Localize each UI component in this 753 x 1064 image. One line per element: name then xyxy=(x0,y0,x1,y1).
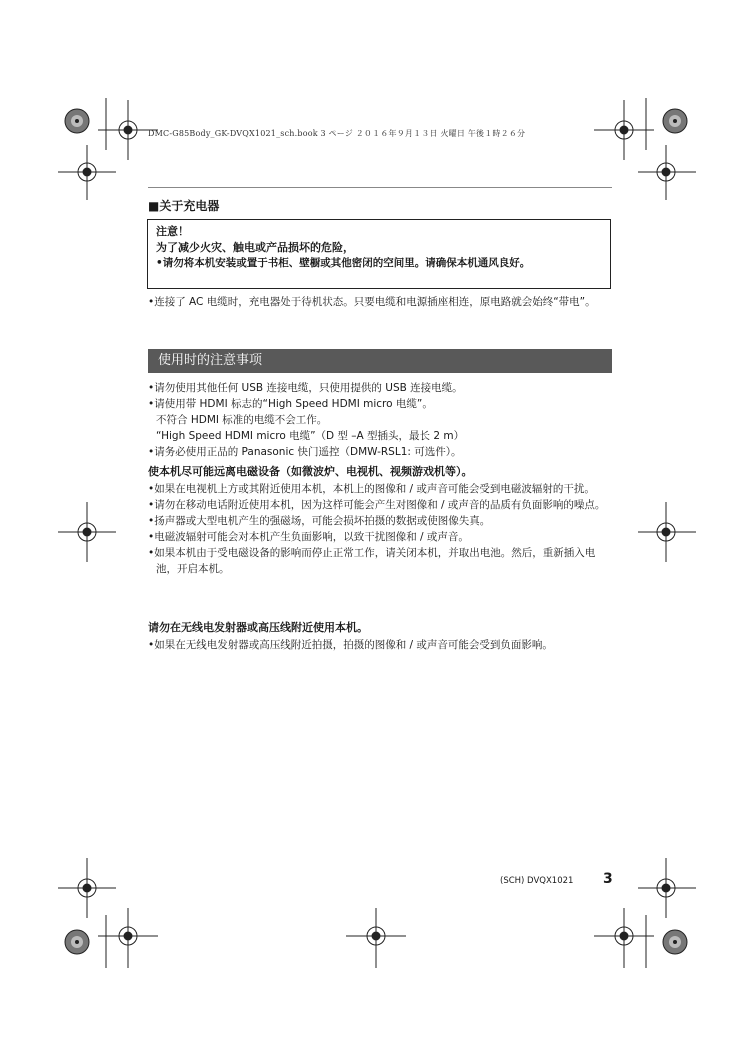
warning-title: 注意！ xyxy=(156,225,189,238)
registration-target-icon xyxy=(594,100,654,160)
registration-target-icon xyxy=(58,858,116,918)
warning-box xyxy=(147,219,611,289)
list-item: •请使用带 HDMI 标志的“High Speed HDMI micro 电缆”。 xyxy=(148,398,433,410)
registration-target-icon xyxy=(638,145,696,200)
charger-note: •连接了 AC 电缆时，充电器处于待机状态。只要电缆和电源插座相连，原电路就会始终“带电”。 xyxy=(148,296,596,308)
charger-heading: ■关于充电器 xyxy=(148,199,220,213)
registration-target-icon xyxy=(638,502,696,562)
book-info-line: DMC-G85Body_GK-DVQX1021_sch.book 3 ページ ２０１６年９月１３日 火曜日 午後１時２６分 xyxy=(148,129,526,138)
top-rule xyxy=(148,187,612,188)
em-section xyxy=(148,464,612,577)
footer-code: (SCH) DVQX1021 xyxy=(500,876,574,886)
list-item: •电磁波辐射可能会对本机产生负面影响，以致干扰图像和 / 或声音。 xyxy=(148,531,469,543)
list-item: •请勿在移动电话附近使用本机，因为这样可能会产生对图像和 / 或声音的品质有负面影响的噪点。 xyxy=(148,499,606,511)
registration-target-icon xyxy=(638,858,696,918)
color-target-icon xyxy=(65,930,89,954)
warning-subtitle: 为了减少火灾、触电或产品损坏的危险， xyxy=(156,241,354,254)
list-item: “High Speed HDMI micro 电缆”（D 型 –A 型插头，最长 2 m） xyxy=(156,430,465,442)
charger-note-block xyxy=(148,294,612,310)
usage-list xyxy=(148,380,612,460)
em-heading: 使本机尽可能远离电磁设备（如微波炉、电视机、视频游戏机等）。 xyxy=(148,465,473,478)
usage-banner: 使用时的注意事项 xyxy=(148,349,612,373)
radio-section xyxy=(148,620,612,653)
registration-target-icon xyxy=(346,908,406,968)
list-item: •请务必使用正品的 Panasonic 快门遥控（DMW-RSL1: 可选件）。 xyxy=(148,446,462,458)
registration-target-icon xyxy=(58,145,116,200)
list-item: •如果在电视机上方或其附近使用本机，本机上的图像和 / 或声音可能会受到电磁波辐射的干扰。 xyxy=(148,483,595,495)
page-number: 3 xyxy=(603,871,613,887)
color-target-icon xyxy=(663,109,687,133)
registration-target-icon xyxy=(58,502,116,562)
list-item: •如果本机由于受电磁设备的影响而停止正常工作，请关闭本机，并取出电池。然后，重新插入电池，开启本机。 xyxy=(148,547,596,575)
list-item: •如果在无线电发射器或高压线附近拍摄，拍摄的图像和 / 或声音可能会受到负面影响。 xyxy=(148,639,553,651)
warning-item: •请勿将本机安装或置于书柜、壁橱或其他密闭的空间里。请确保本机通风良好。 xyxy=(156,257,531,269)
list-item: •请勿使用其他任何 USB 连接电缆，只使用提供的 USB 连接电缆。 xyxy=(148,382,463,394)
registration-target-icon xyxy=(98,908,158,968)
color-target-icon xyxy=(663,930,687,954)
color-target-icon xyxy=(65,109,89,133)
list-item: •扬声器或大型电机产生的强磁场，可能会损坏拍摄的数据或使图像失真。 xyxy=(148,515,491,527)
list-item: 不符合 HDMI 标准的电缆不会工作。 xyxy=(156,414,328,426)
radio-heading: 请勿在无线电发射器或高压线附近使用本机。 xyxy=(148,621,368,634)
registration-target-icon xyxy=(594,908,654,968)
